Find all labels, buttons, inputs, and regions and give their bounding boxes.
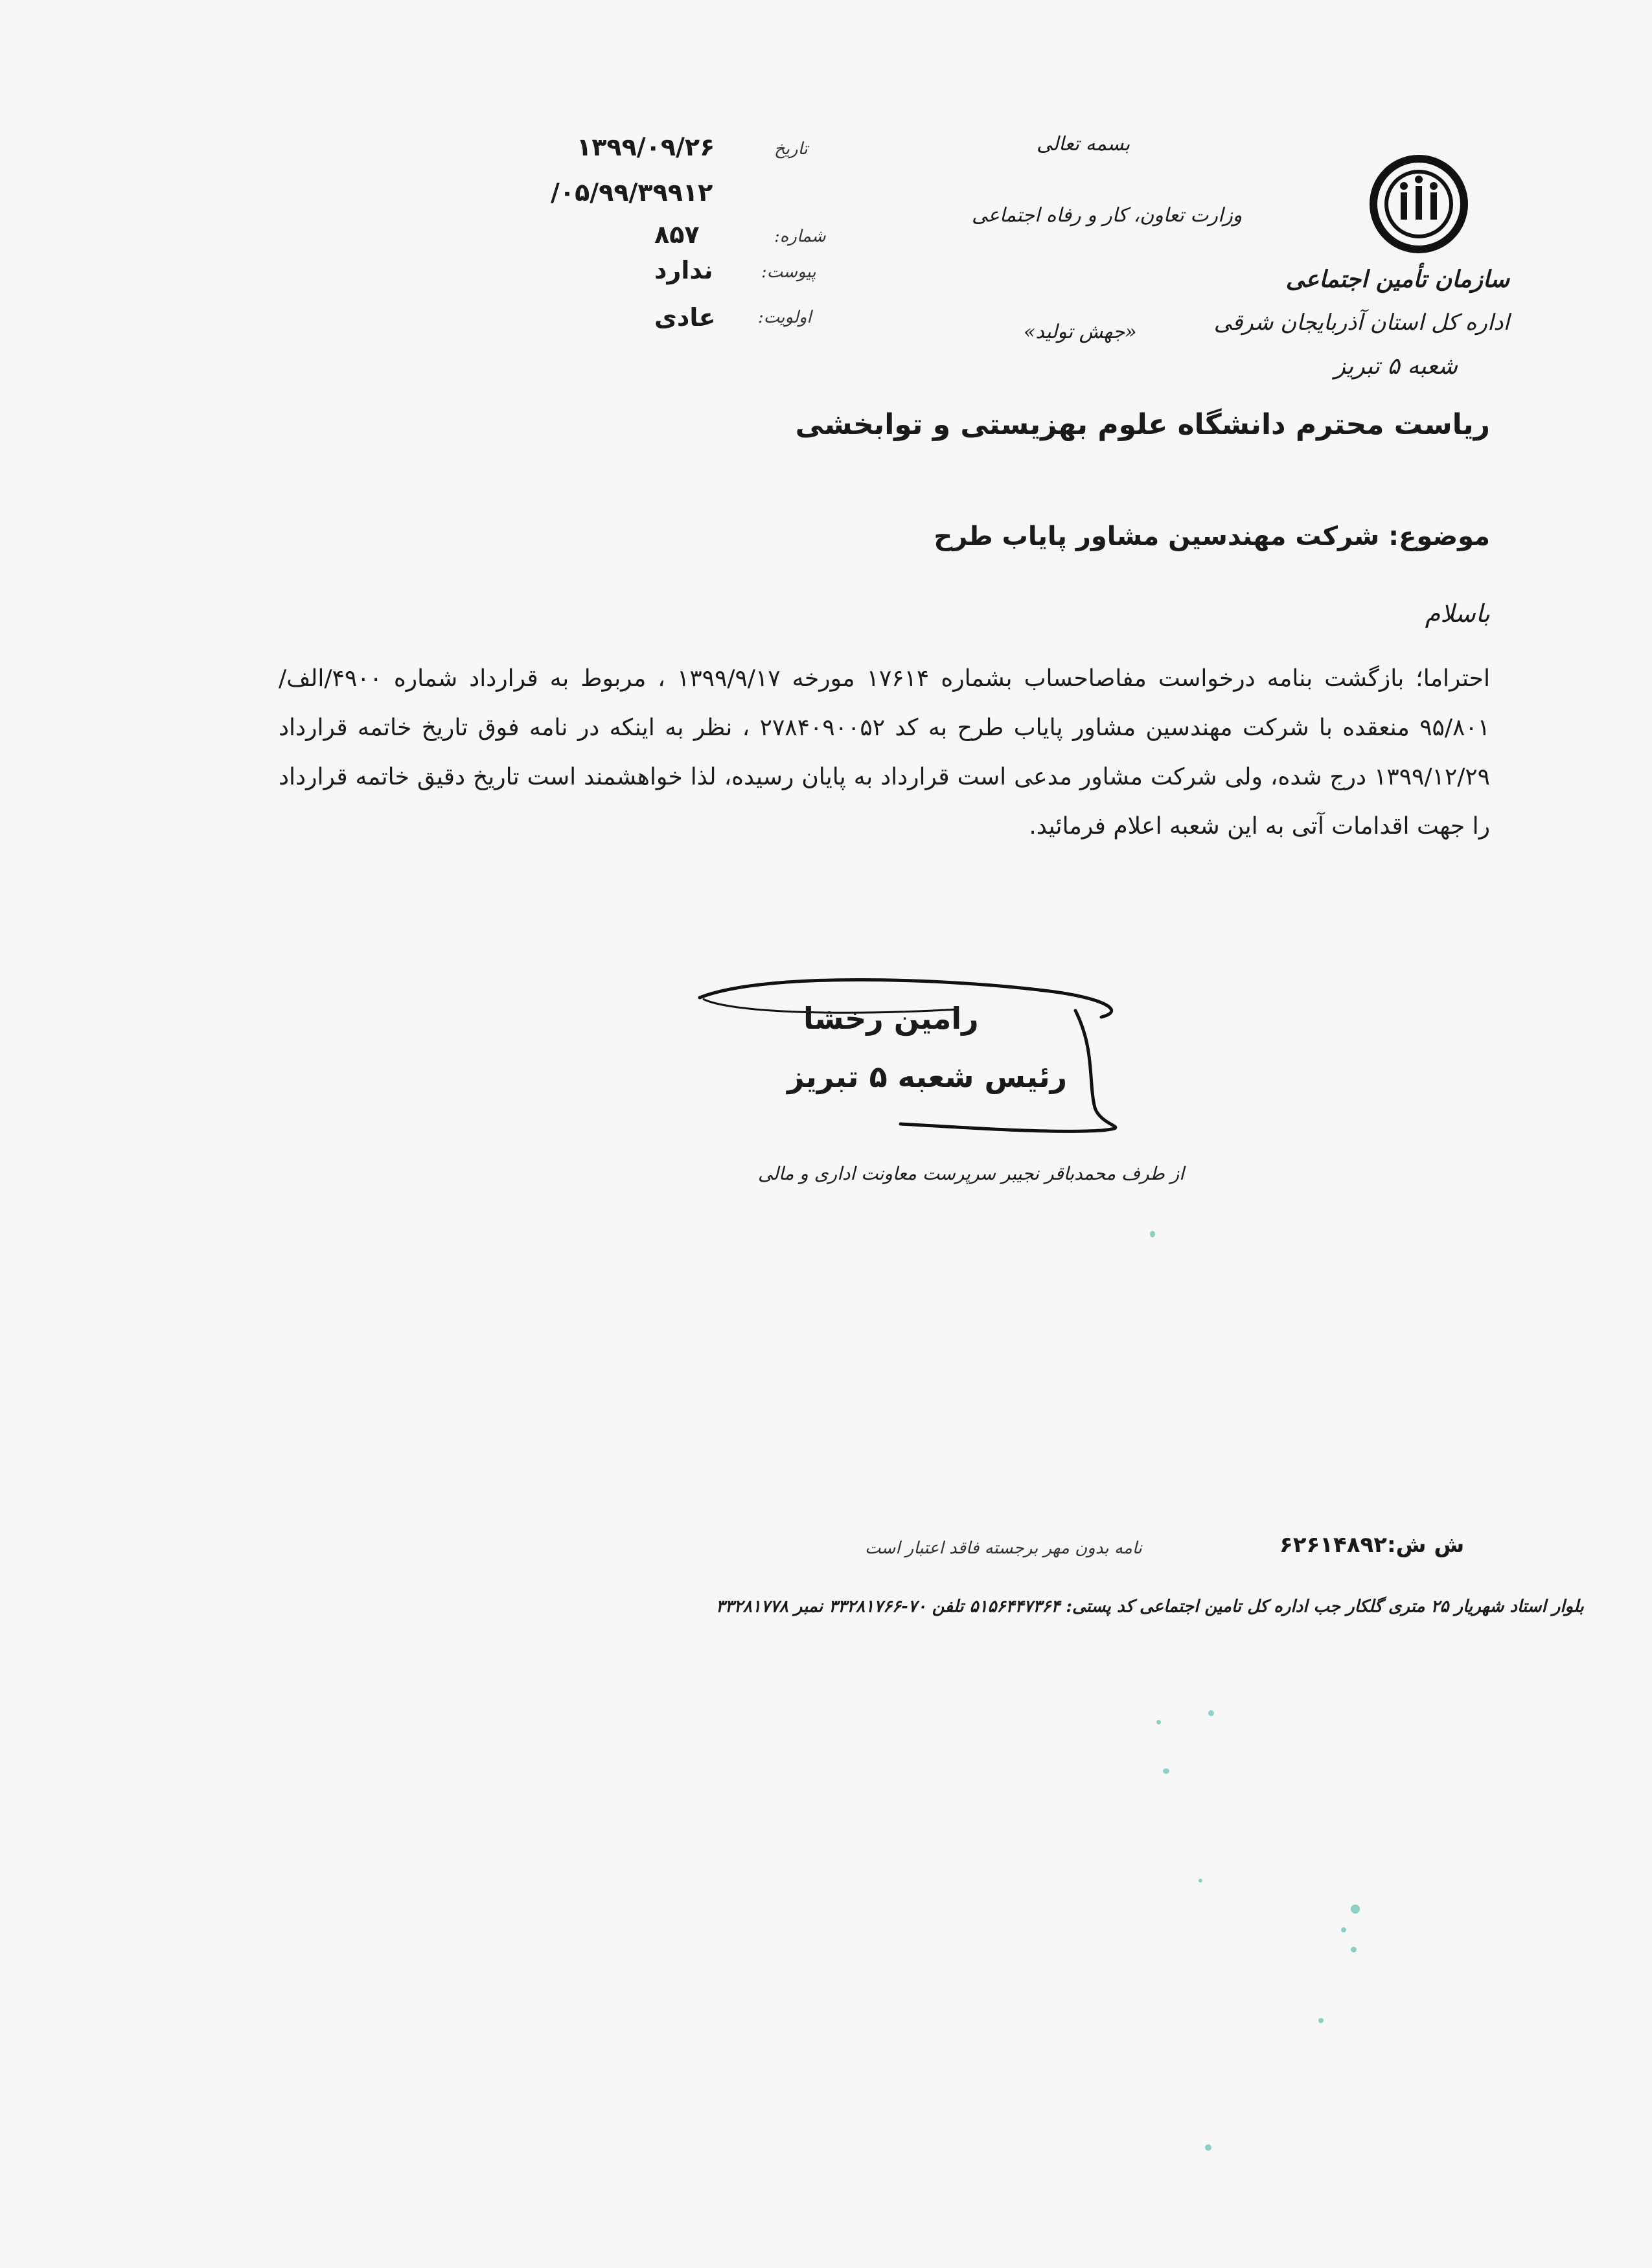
subject-line: موضوع: شرکت مهندسین مشاور پایاب طرح [934, 521, 1490, 551]
scan-speck [1156, 1720, 1161, 1724]
scan-speck [1208, 1710, 1214, 1716]
reference-number: /۰۵/۹۹/۳۹۹۱۲ [551, 178, 713, 207]
number-label: شماره: [774, 227, 826, 246]
org-subtitle: اداره کل استان آذربایجان شرقی [1213, 310, 1509, 336]
date-label: تاریخ [774, 139, 808, 159]
signatory-title: رئیس شعبه ۵ تبریز [787, 1059, 1068, 1094]
org-name: سازمان تأمین اجتماعی [1285, 266, 1509, 293]
body-paragraph: احتراما؛ بازگشت بنامه درخواست مفاصاحساب بشماره ۱۷۶۱۴ مورخه ۱۳۹۹/۹/۱۷ ، مربوط به قرارداد شماره ۴۹۰۰/الف/۹۵/۸۰۱ منعقده با شرکت مهندسین مشاور پایاب طرح به کد ۲۷۸۴۰۹۰۰۵۲ ، نظر به اینکه در نامه فوق تاریخ خاتمه قرارداد ۱۳۹۹/۱۲/۲۹ درج شده، ولی شرکت مشاور مدعی است قرارداد به پایان رسیده، لذا خواهشمند است تاریخ دقیق خاتمه قرارداد را جهت اقدامات آتی به این شعبه اعلام فرمائید. [279, 665, 1490, 840]
scan-speck [1163, 1769, 1169, 1774]
validity-note: نامه بدون مهر برجسته فاقد اعتبار است [865, 1539, 1142, 1558]
ministry-name: وزارت تعاون، کار و رفاه اجتماعی [972, 204, 1243, 227]
scan-speck [1199, 1879, 1202, 1883]
on-behalf-note: از طرف محمدباقر نجیبر سرپرست معاونت اداری و مالی [758, 1163, 1184, 1184]
scan-speck [1318, 2018, 1324, 2023]
social-security-logo-icon [1367, 152, 1471, 256]
scan-speck [1351, 1947, 1357, 1953]
priority-value: عادی [654, 303, 716, 332]
greeting: باسلام [1425, 599, 1490, 628]
recipient: ریاست محترم دانشگاه علوم بهزیستی و توابخشی [795, 408, 1490, 441]
slogan: «جهش تولید» [1024, 321, 1137, 343]
number-value: ۸۵۷ [654, 220, 700, 249]
org-branch: شعبه ۵ تبریز [1334, 353, 1458, 380]
national-id: ش ش:۶۲۶۱۴۸۹۲ [1279, 1532, 1465, 1558]
scan-speck [1341, 1927, 1346, 1932]
priority-label: اولویت: [758, 308, 812, 327]
signatory-name: رامین رخشا [803, 1001, 979, 1036]
attachment-label: پیوست: [761, 262, 816, 282]
date-value: ۱۳۹۹/۰۹/۲۶ [577, 133, 715, 161]
scan-speck [1150, 1231, 1155, 1237]
scan-speck [1205, 2144, 1211, 2151]
address-line: بلوار استاد شهریار ۲۵ متری گلکار جب اداره کل تامین اجتماعی کد پستی: ۵۱۵۶۴۴۷۳۶۴ تلفن ۷۰-۳۳۲۸۱۷۶۶ نمبر ۳۳۲۸۱۷۷۸ [716, 1597, 1584, 1616]
signature-scribble-icon [687, 972, 1127, 1140]
scan-speck [1351, 1905, 1360, 1914]
attachment-value: ندارد [654, 256, 713, 284]
besmellah-heading: بسمه تعالی [1037, 133, 1130, 155]
